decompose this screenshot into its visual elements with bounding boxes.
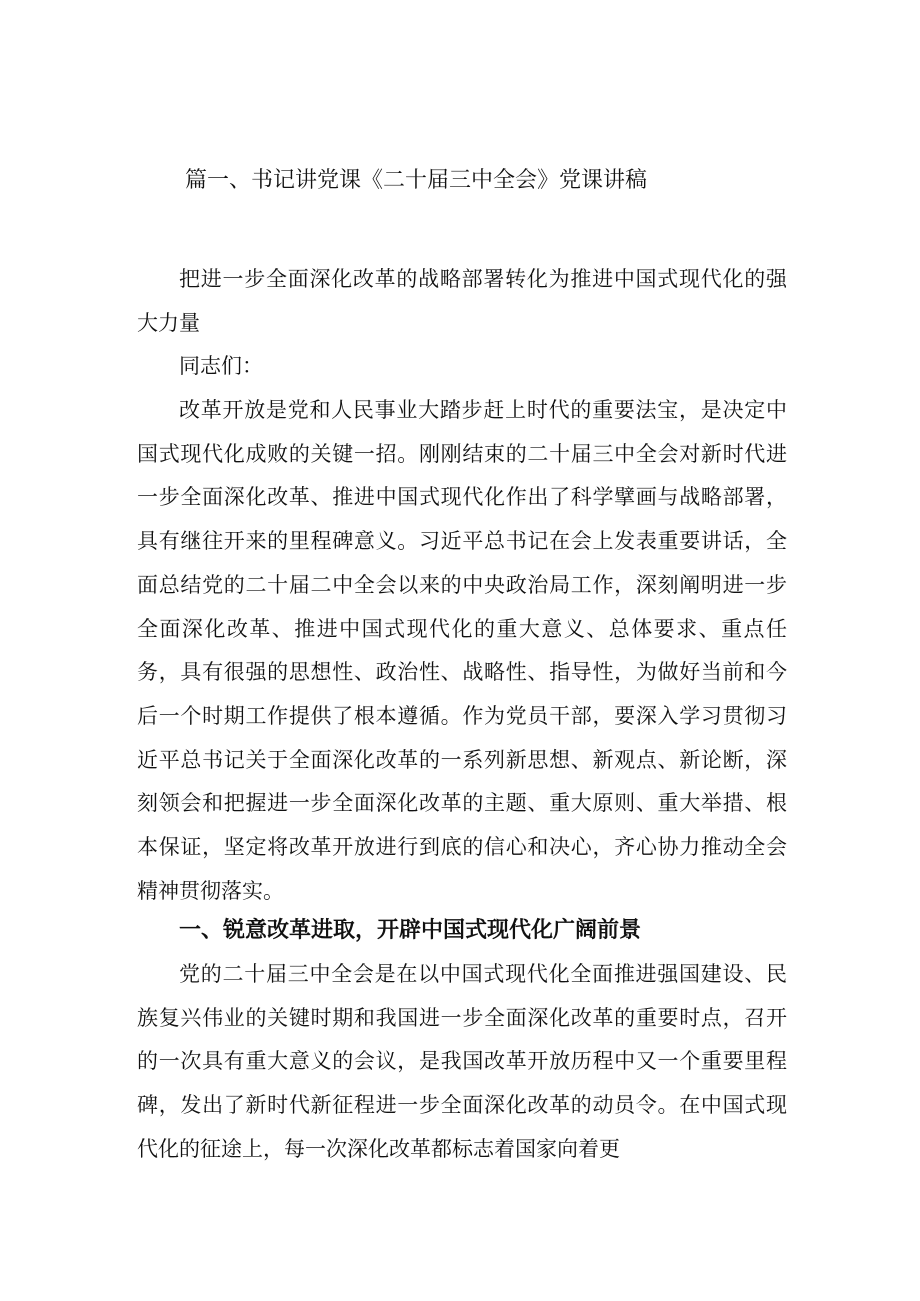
salutation: 同志们： xyxy=(179,354,263,378)
section-heading-1: 一、锐意改革进取，开辟中国式现代化广阔前景 xyxy=(179,918,642,943)
paragraph-section-1: 党的二十届三中全会是在以中国式现代化全面推进强国建设、民族复兴伟业的关键时期和我国进一步全面深化改革的重要时点，召开的一次具有重大意义的会议，是我国改革开放历程中又一个重要里程碑，发出了新时代新征程进一步全面深化改革的动员令。在中国式现代化的征途上，每一次深化改革都标志着国家向着更 xyxy=(137,962,787,1161)
speech-subtitle: 把进一步全面深化改革的战略部署转化为推进中国式现代化的强大力量 xyxy=(137,267,787,335)
document-title: 篇一、书记讲党课《二十届三中全会》党课讲稿 xyxy=(185,168,648,193)
paragraph-intro: 改革开放是党和人民事业大踏步赶上时代的重要法宝，是决定中国式现代化成败的关键一招。刚刚结束的二十届三中全会对新时代进一步全面深化改革、推进中国式现代化作出了科学擘画与战略部署，具有继往开来的里程碑意义。习近平总书记在会上发表重要讲话，全面总结党的二十届二中全会以来的中央政治局工作，深刻阐明进一步全面深化改革、推进中国式现代化的重大意义、总体要求、重点任务，具有很强的思想性、政治性、战略性、指导性，为做好当前和今后一个时期工作提供了根本遵循。作为党员干部，要深入学习贯彻习近平总书记关于全面深化改革的一系列新思想、新观点、新论断，深刻领会和把握进一步全面深化改革的主题、重大原则、重大举措、根本保证，坚定将改革开放进行到底的信心和决心，齐心协力推动全会精神贯彻落实。 xyxy=(137,398,787,903)
